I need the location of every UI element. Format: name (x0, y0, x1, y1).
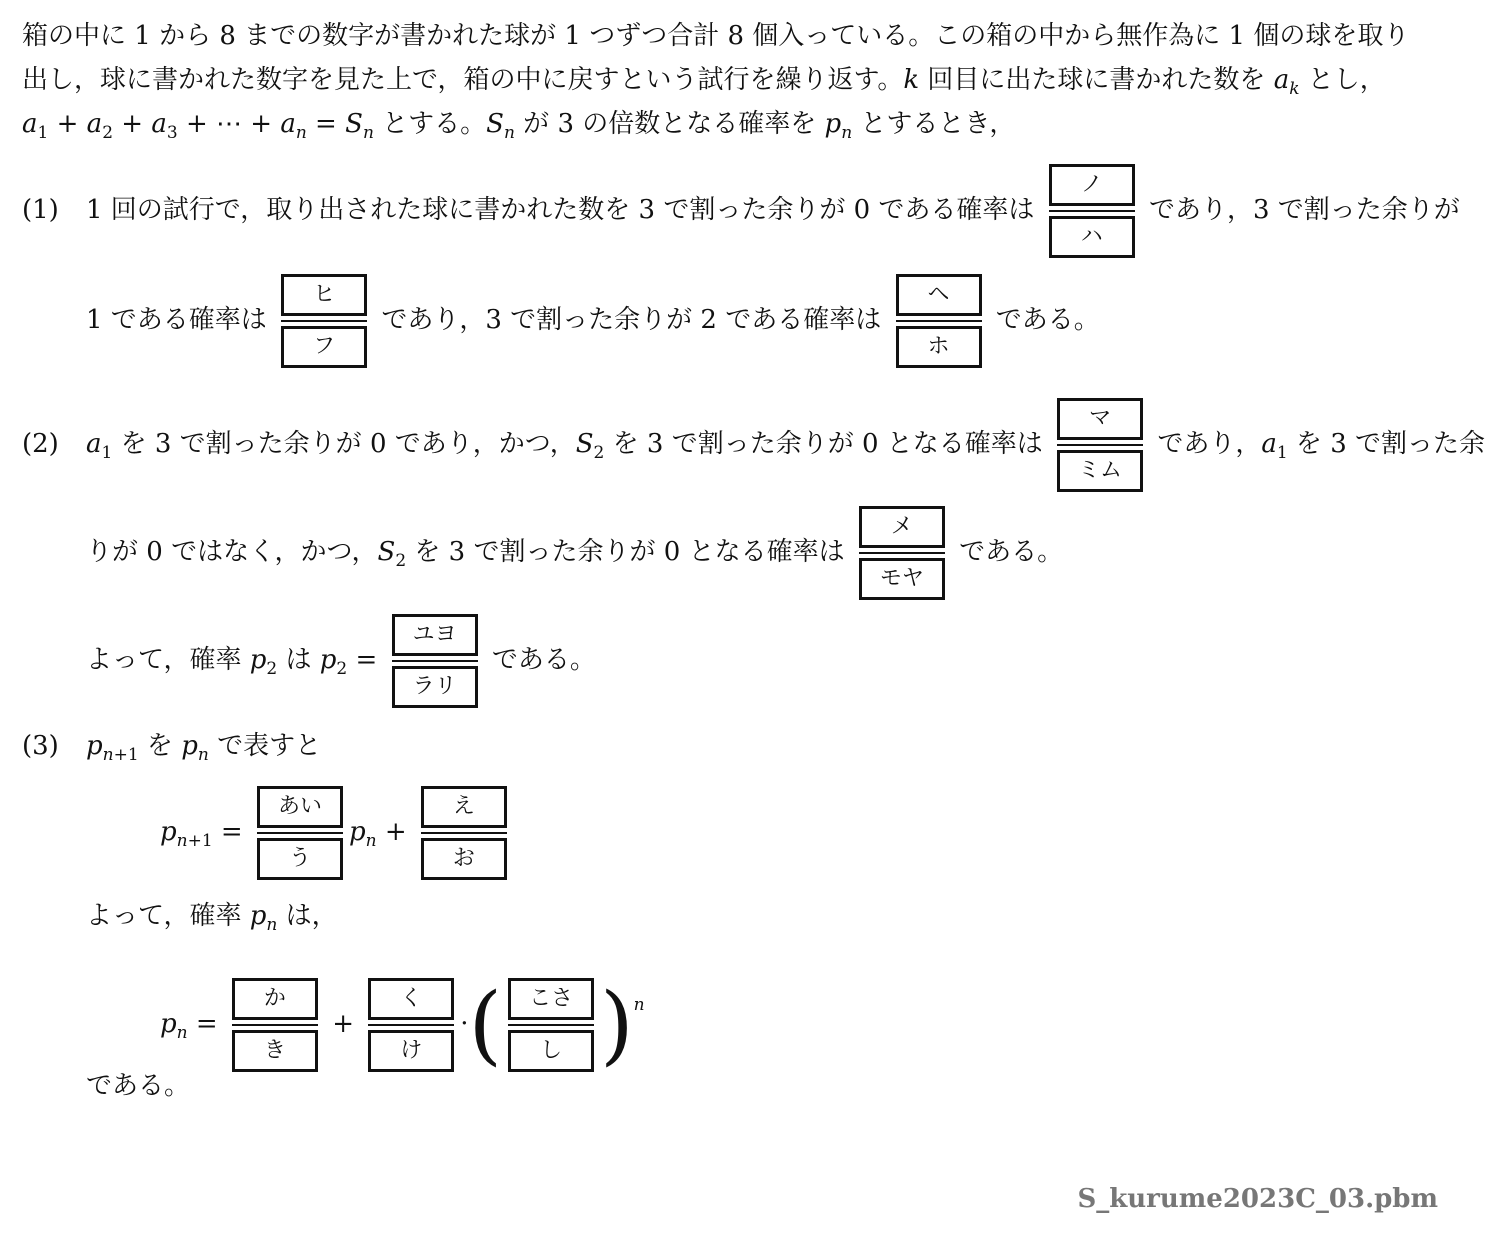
intro-line-3: $a_1 + a_2 + a_3$ + ⋯ + $a_n = S_n$ とする。$S_n$ が 3 の倍数となる確率を $p_n$ とするとき， (22, 109, 1016, 143)
q1-fraction-mod0 (1049, 164, 1135, 258)
answer-box-he[interactable]: ヘ (896, 274, 982, 316)
intro-line-2: 出し，球に書かれた数字を見た上で，箱の中に戻すという試行を繰り返す。k 回目に出た球に書かれた数を $a_k$ とし， (22, 65, 1386, 99)
q1-line-1: 1 回の試行で，取り出された球に書かれた数を 3 で割った余りが 0 である確率は $\frac{\text{ノ}}{\text{ハ}}$ であり，3 で割った余りが (86, 156, 1460, 264)
q1-line-2: 1 である確率は $\frac{\text{ヒ}}{\text{フ}}$ であり，3 で割った余りが 2 である確率は $\frac{\text{ヘ}}{\text{ホ}}$ である。 (86, 266, 1100, 374)
q1-fraction-mod2 (896, 274, 982, 368)
answer-box-u[interactable]: う (257, 838, 343, 880)
answer-box-me[interactable]: メ (859, 506, 945, 548)
answer-box-ma[interactable]: マ (1057, 398, 1143, 440)
answer-box-shi[interactable]: し (508, 1030, 594, 1072)
q3-fraction-base (508, 978, 594, 1072)
answer-box-ka[interactable]: か (232, 978, 318, 1020)
answer-box-ai[interactable]: あい (257, 786, 343, 828)
q1-fraction-mod1 (281, 274, 367, 368)
intro-line-1: 箱の中に 1 から 8 までの数字が書かれた球が 1 つずつ合計 8 個入っている。この箱の中から無作為に 1 個の球を取り (22, 21, 1410, 51)
answer-box-o[interactable]: お (421, 838, 507, 880)
q2-fraction-a (1057, 398, 1143, 492)
answer-box-ho[interactable]: ホ (896, 326, 982, 368)
q3-fraction-coef (257, 786, 343, 880)
q3-fraction-const (421, 786, 507, 880)
q3-label: (3) (22, 731, 59, 761)
q3-general-term: $p_n$ = $\frac{\text{か}}{\text{き}}$ + $\frac{\text{く}}{\text{け}}$ ·( $\frac{\text{こさ}}{\text{し}}$ )$^n$ (160, 975, 645, 1075)
file-label: S_kurume2023C_03.pbm (1077, 1184, 1438, 1214)
q2-fraction-b (859, 506, 945, 600)
q2-label: (2) (22, 429, 59, 459)
answer-box-yuyo[interactable]: ユヨ (392, 614, 478, 656)
q2-line-2: りが 0 ではなく，かつ，$S_2$ を 3 で割った余りが 0 となる確率は $\frac{\text{メ}}{\text{モヤ}}$ である。 (86, 498, 1063, 615)
q1-label: (1) (22, 195, 59, 225)
answer-box-fu[interactable]: フ (281, 326, 367, 368)
answer-box-kosa[interactable]: こさ (508, 978, 594, 1020)
q3-fraction-ku (368, 978, 454, 1072)
q2-line-3: よって，確率 $p_2$ は $p_2$ = $\frac{\text{ユヨ}}{\text{ラリ}}$ である。 (86, 606, 596, 723)
answer-box-ku[interactable]: く (368, 978, 454, 1020)
answer-box-rari[interactable]: ラリ (392, 666, 478, 708)
answer-box-mimu[interactable]: ミム (1057, 450, 1143, 492)
answer-box-ha[interactable]: ハ (1049, 216, 1135, 258)
answer-box-no[interactable]: ノ (1049, 164, 1135, 206)
answer-box-ke[interactable]: け (368, 1030, 454, 1072)
q3-recurrence: $p_{n+1}$ = $\frac{\text{あい}}{\text{う}}$ $p_n$ + $\frac{\text{え}}{\text{お}}$ (160, 778, 513, 895)
answer-box-hi[interactable]: ヒ (281, 274, 367, 316)
answer-box-ki[interactable]: き (232, 1030, 318, 1072)
q2-fraction-p2 (392, 614, 478, 708)
answer-box-moya[interactable]: モヤ (859, 558, 945, 600)
q3-line-3: である。 (86, 1071, 191, 1101)
q2-line-1: $a_1$ を 3 で割った余りが 0 であり，かつ，$S_2$ を 3 で割った余りが 0 となる確率は $\frac{\text{マ}}{\text{ミム}}$ であり，$a_1$ を 3 で割った余 (86, 390, 1485, 507)
q3-line-2: よって，確率 $p_n$ は， (86, 901, 338, 935)
q3-fraction-ka (232, 978, 318, 1072)
answer-box-e[interactable]: え (421, 786, 507, 828)
q3-line-1: $p_{n+1}$ を $p_n$ で表すと (86, 731, 322, 765)
